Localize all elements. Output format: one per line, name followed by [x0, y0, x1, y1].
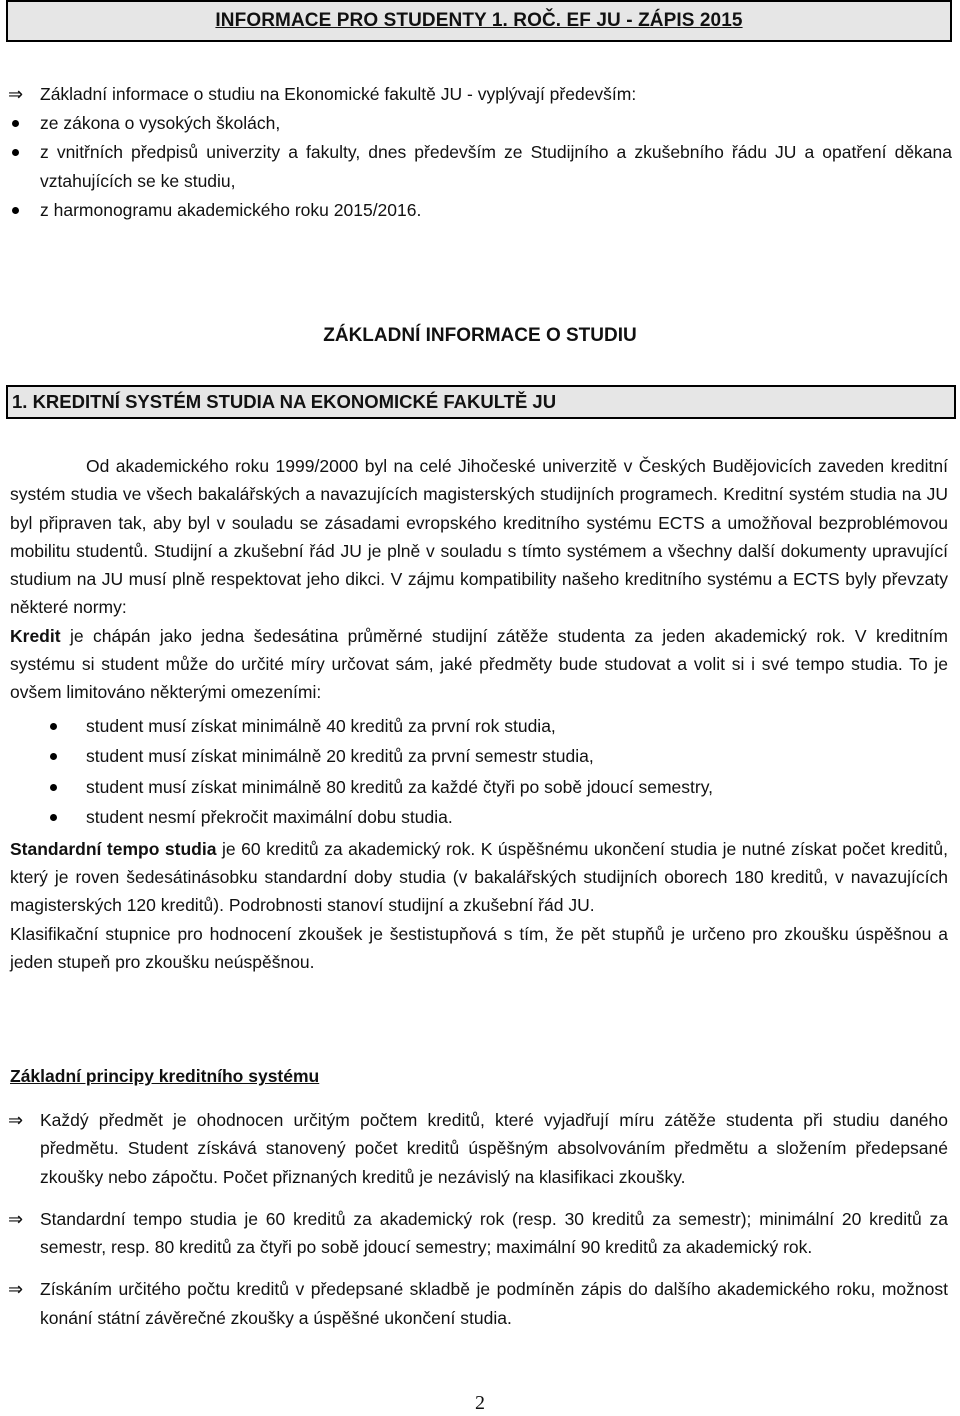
list-item: student musí získat minimálně 20 kreditů za první semestr studia, — [10, 741, 948, 772]
double-arrow-icon: ⇒ — [8, 1208, 24, 1229]
section-1-title: 1. KREDITNÍ SYSTÉM STUDIA NA EKONOMICKÉ FAKULTĚ JU — [12, 391, 557, 412]
principle-item: ⇒ Získáním určitého počtu kreditů v předepsané skladbě je podmíněn zápis do dalšího akademického roku, možnost konání státní závěrečné zkoušky a úspěšné ukončení studia. — [8, 1275, 948, 1332]
section-heading: ZÁKLADNÍ INFORMACE O STUDIU — [323, 325, 637, 346]
list-item: ze zákona o vysokých školách, — [8, 109, 952, 138]
principles-heading: Základní principy kreditního systému — [10, 1066, 320, 1086]
principles-list — [8, 1106, 948, 1346]
term-kredit: Kredit — [10, 625, 61, 646]
document-title: INFORMACE PRO STUDENTY 1. ROČ. EF JU - ZÁPIS 2015 — [215, 10, 743, 31]
tempo-text: je 60 kreditů za akademický rok. K úspěšnému ukončení studia je nutné získat počet kreditů, který je roven šedesátinásobku standardní doby studia (v bakalářských studijních oborech 180 kreditů, v navazujících magisterských 120 kreditů). Podrobnosti stanoví studijní a zkušební řád JU. — [10, 838, 949, 916]
principle-item: ⇒ Každý předmět je ohodnocen určitým počtem kreditů, které vyjadřují míru zátěže studenta při studiu daného předmětu. Student získává stanovený počet kreditů úspěšným absolvováním předmětu a složením předepsané zkoušky nebo zápočtu. Počet přiznaných kreditů je nezávislý na klasifikaci zkoušky. — [8, 1106, 948, 1191]
paragraph-klasifikace: Klasifikační stupnice pro hodnocení zkoušek je šestistupňová s tím, že pět stupňů je určeno pro zkoušku úspěšnou a jeden stupeň pro zkoušku neúspěšnou. — [10, 923, 948, 972]
principle-item: ⇒ Standardní tempo studia je 60 kreditů za akademický rok (resp. 30 kreditů za semestr); minimální 20 kreditů za semestr, resp. 80 kreditů za čtyři po sobě jdoucí semestry; maximální 90 kreditů za akademický rok. — [8, 1205, 948, 1262]
double-arrow-icon: ⇒ — [8, 1279, 24, 1300]
intro-lead-text: Základní informace o studiu na Ekonomické fakultě JU - vyplývají především: — [40, 84, 637, 104]
paragraph-kredit — [10, 622, 948, 707]
double-arrow-icon: ⇒ — [8, 1110, 24, 1130]
list-item: z harmonogramu akademického roku 2015/2016. — [8, 196, 952, 225]
section-1-body — [10, 452, 948, 976]
paragraph: Od akademického roku 1999/2000 byl na celé Jihočeské univerzitě v Českých Budějovicích zaveden kreditní systém studia ve všech bakalářských a navazujících magisterských studijních programech. Kreditní systém studia na JU byl připraven tak, aby byl v souladu se zásadami evropského kreditního systému ECTS a umožňoval bezproblémovou mobilitu studentů. Studijní a zkušební řád JU je plně v souladu s tímto systémem a všechny další dokumenty upravující studium na JU musí plně respektovat jeho dikci. V zájmu kompatibility našeho kreditního systému a ECTS byly převzaty některé normy: — [10, 456, 948, 618]
section-1-title-box — [6, 385, 956, 419]
kredit-text: je chápán jako jedna šedesátina průměrné studijní zátěže studenta za jeden akademický rok. V kreditním systému si student může do určité míry určovat sám, jaké předměty bude studovat a volit si i své tempo studia. To je ovšem limitováno některými omezeními: — [10, 625, 948, 703]
intro-bullet-list — [8, 109, 952, 225]
list-item: student musí získat minimálně 40 kreditů za první rok studia, — [10, 711, 948, 742]
list-item: z vnitřních předpisů univerzity a fakulty, dnes především ze Studijního a zkušebního řádu JU a opatření děkana vztahujících se ke studiu, — [8, 138, 952, 196]
intro-section — [8, 80, 952, 225]
limits-list — [10, 711, 948, 833]
intro-lead — [8, 80, 952, 109]
list-item: student musí získat minimálně 80 kreditů za každé čtyři po sobě jdoucí semestry, — [10, 772, 948, 803]
double-arrow-icon: ⇒ — [8, 84, 24, 104]
paragraph-tempo — [10, 835, 948, 920]
header-box — [6, 0, 952, 42]
page-number: 2 — [475, 1392, 485, 1414]
term-tempo: Standardní tempo studia — [10, 838, 217, 859]
list-item: student nesmí překročit maximální dobu studia. — [10, 802, 948, 833]
